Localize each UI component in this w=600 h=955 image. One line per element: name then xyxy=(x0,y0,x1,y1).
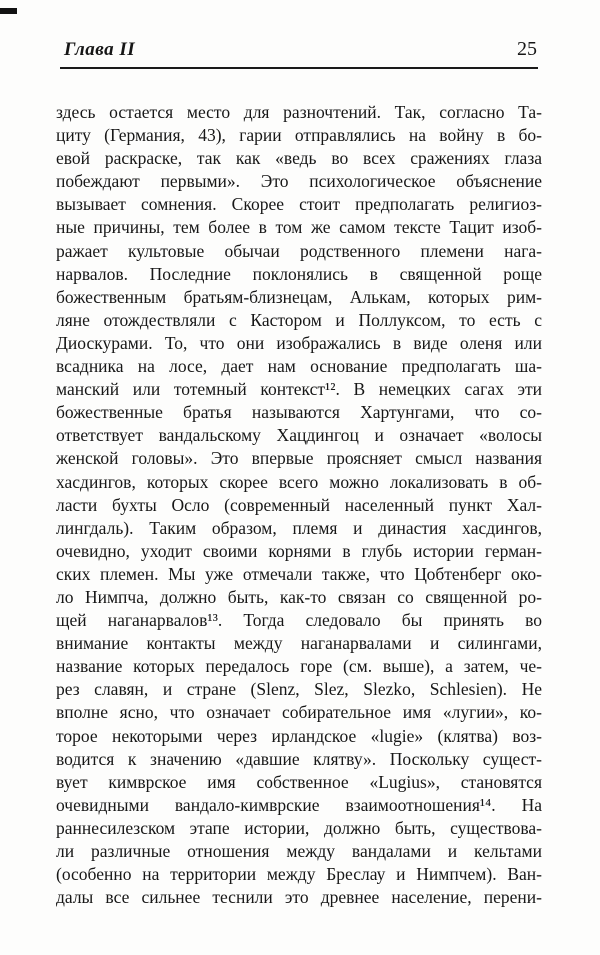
text-line: ные причины, тем более в том же самом тексте Тацит изоб- xyxy=(56,217,542,238)
page-number: 25 xyxy=(517,38,537,60)
text-line: манский или тотемный контекст¹². В немецких сагах эти xyxy=(56,379,542,400)
page-body xyxy=(56,101,542,909)
text-line: торое некоторыми через ирландское «lugie» (клятва) воз- xyxy=(56,725,542,746)
text-line: всадника на лосе, дает нам основание предполагать ша- xyxy=(56,356,542,377)
scan-artifact-mark xyxy=(0,8,17,14)
text-line: водится к значению «давшие клятву». Поскольку сущест- xyxy=(56,748,542,769)
text-line: вполне ясно, что означает собирательное имя «лугии», ко- xyxy=(56,702,542,723)
text-line: ских племен. Мы уже отмечали также, что Цобтенберг око- xyxy=(56,563,542,584)
text-line: хасдингов, которых скорее всего можно локализовать в об- xyxy=(56,471,542,492)
text-line: (особенно на территории между Бреслау и Нимпчем). Ван- xyxy=(56,864,542,885)
text-line: женской головы». Это впервые проясняет смысл названия xyxy=(56,448,542,469)
text-line: название которых передалось горе (см. выше), а затем, че- xyxy=(56,656,542,677)
text-line: божественным братьям-близнецам, Алькам, которых рим- xyxy=(56,286,542,307)
text-line: вует кимврское имя собственное «Lugius», становятся xyxy=(56,771,542,792)
page-header xyxy=(58,38,539,61)
text-line: побеждают первыми». Это психологическое объяснение xyxy=(56,171,542,192)
text-line: нарвалов. Последние поклонялись в священной роще xyxy=(56,263,542,284)
text-line: внимание контакты между наганарвалами и силингами, xyxy=(56,633,542,654)
text-line: щей наганарвалов¹³. Тогда следовало бы принять во xyxy=(56,610,542,631)
text-line: божественные братья называются Хартунгами, что со- xyxy=(56,402,542,423)
text-line: ляне отождествляли с Кастором и Поллуксом, то есть с xyxy=(56,309,542,330)
text-line: далы все сильнее теснили это древнее население, перени- xyxy=(56,887,542,908)
text-line: циту (Германия, 43), гарии отправлялись на войну в бо- xyxy=(56,125,542,146)
text-line: очевидно, уходит своими корнями в глубь истории герман- xyxy=(56,540,542,561)
header-rule xyxy=(60,67,538,69)
text-line: ло Нимпча, должно быть, как-то связан со священной ро- xyxy=(56,586,542,607)
text-line: Диоскурами. То, что они изображались в виде оленя или xyxy=(56,332,542,353)
text-line: вызывает сомнения. Скорее стоит предполагать религиоз- xyxy=(56,194,542,215)
chapter-heading: Глава II xyxy=(64,39,136,60)
text-line: очевидными вандало-кимврские взаимоотношения¹⁴. На xyxy=(56,794,542,815)
text-line: ли различные отношения между вандалами и кельтами xyxy=(56,841,542,861)
text-line: лингдаль). Таким образом, племя и династия хасдингов, xyxy=(56,517,542,538)
text-line: ласти бухты Осло (современный населенный пункт Хал- xyxy=(56,494,542,515)
text-line: раннесилезском этапе истории, должно быть, существова- xyxy=(56,817,542,838)
text-line: ражает культовые обычаи родственного племени нага- xyxy=(56,240,542,261)
text-line: ответствует вандальскому Хацдингоц и означает «волосы xyxy=(56,425,542,446)
text-line: здесь остается место для разночтений. Так, согласно Та- xyxy=(56,102,542,122)
text-line: рез славян, и стране (Slenz, Slez, Slezko, Schlesien). Не xyxy=(56,679,542,700)
text-line: евой раскраске, так как «ведь во всех сражениях глаза xyxy=(56,148,542,169)
